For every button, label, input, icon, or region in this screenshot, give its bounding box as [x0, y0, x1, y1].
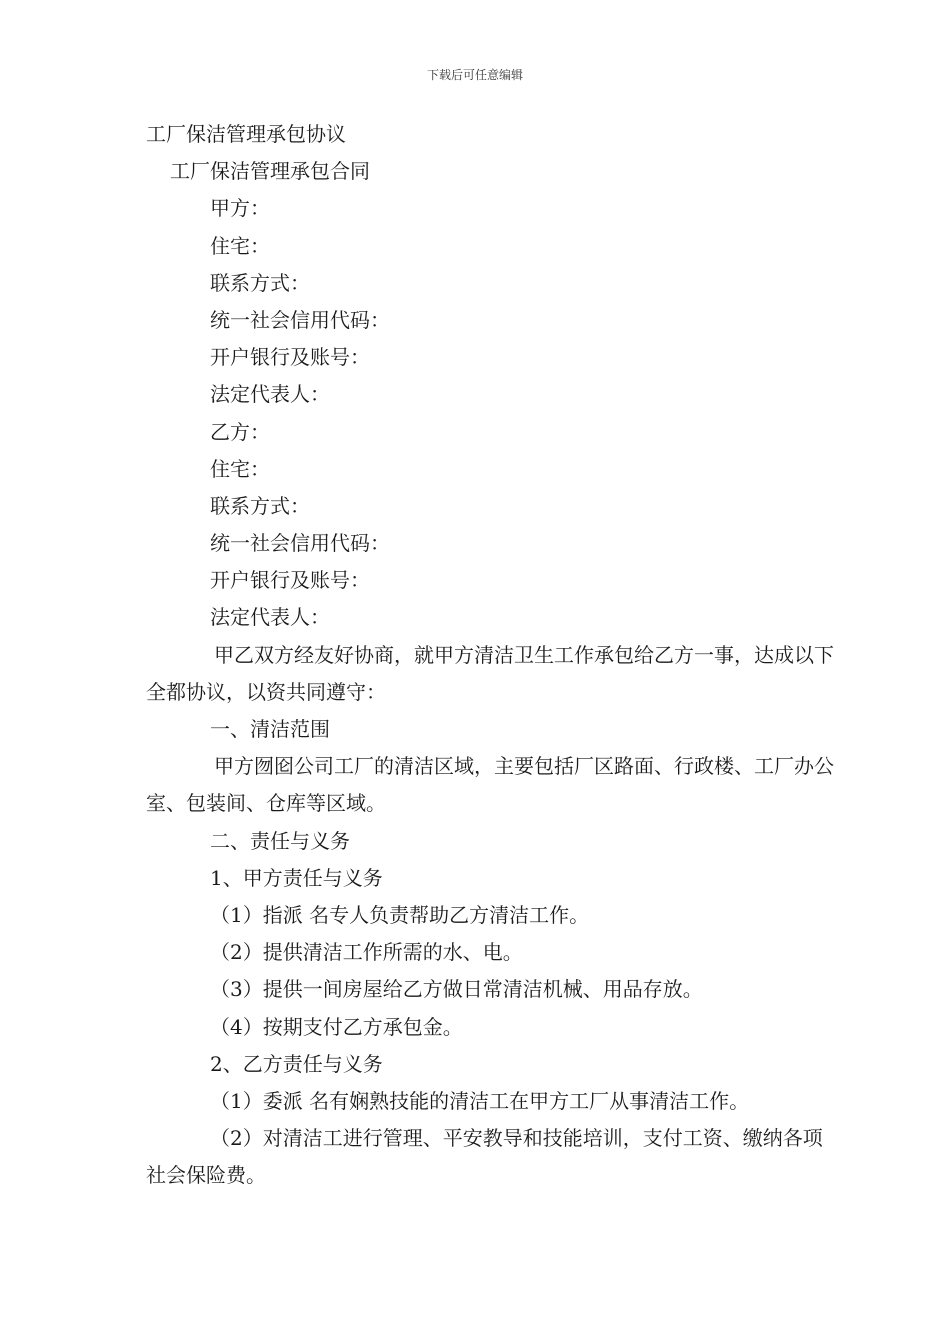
- section-1-heading: 一、清洁范围: [210, 717, 330, 742]
- party-b-contact: 联系方式：: [210, 493, 310, 518]
- section-2-sub-2-item: （1）委派 名有娴熟技能的清洁工在甲方工厂从事清洁工作。: [210, 1088, 750, 1113]
- party-b-representative: 法定代表人：: [210, 605, 330, 630]
- party-a-contact: 联系方式：: [210, 270, 310, 295]
- party-b-address: 住宅：: [210, 456, 270, 481]
- party-a-bank: 开户银行及账号：: [210, 345, 370, 370]
- party-a-address: 住宅：: [210, 233, 270, 258]
- page-header-note: 下载后可任意编辑: [426, 68, 523, 82]
- party-a-label: 甲方：: [210, 196, 270, 221]
- party-b-label: 乙方：: [210, 419, 270, 444]
- section-2-sub-2-heading: 2、乙方责任与义务: [210, 1051, 383, 1076]
- party-a-credit-code: 统一社会信用代码：: [210, 307, 390, 332]
- party-a-representative: 法定代表人：: [210, 382, 330, 407]
- section-2-sub-1-item: （4）按期支付乙方承包金。: [210, 1014, 463, 1039]
- section-2-sub-1-heading: 1、甲方责任与义务: [210, 865, 383, 890]
- document-title: 工厂保洁管理承包协议: [146, 122, 346, 146]
- section-2-sub-1-item: （1）指派 名专人负责帮助乙方清洁工作。: [210, 903, 590, 927]
- section-2-sub-2-item: （2）对清洁工进行管理、平安教导和技能培训，支付工资、缴纳各项社会保险费。: [146, 1126, 823, 1188]
- section-2-sub-1-item: （2）提供清洁工作所需的水、电。: [210, 940, 523, 965]
- document-subtitle: 工厂保洁管理承包合同: [170, 159, 370, 184]
- section-2-heading: 二、责任与义务: [210, 828, 350, 853]
- party-b-credit-code: 统一社会信用代码：: [210, 531, 390, 556]
- intro-paragraph: 甲乙双方经友好协商，就甲方清洁卫生工作承包给乙方一事，达成以下全都协议，以资共同遵守：: [146, 642, 834, 704]
- section-1-text: 甲方囫囵公司工厂的清洁区域，主要包括厂区路面、行政楼、工厂办公室、包装间、仓库等区域。: [146, 754, 834, 816]
- section-2-sub-1-item: （3）提供一间房屋给乙方做日常清洁机械、用品存放。: [210, 977, 703, 1002]
- party-b-bank: 开户银行及账号：: [210, 568, 370, 593]
- document-body: [146, 116, 836, 1195]
